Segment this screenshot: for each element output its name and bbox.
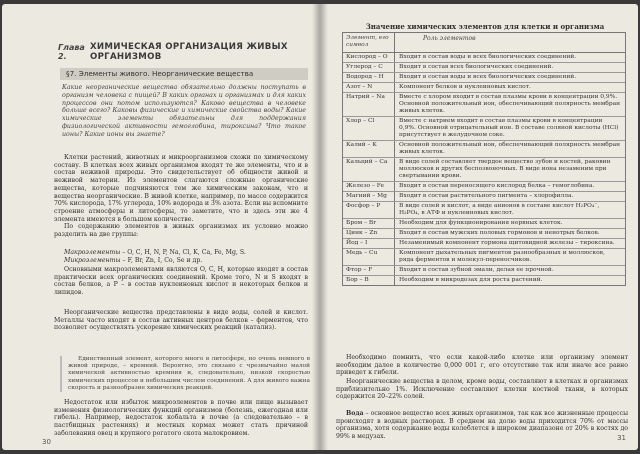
role-cell: Компонент дыхательных пигментов разнообразных и моллюсков, ряда ферментов и молекул-переносчиков. <box>399 250 605 263</box>
element-cell: Водород – H <box>343 73 395 82</box>
table-row <box>343 192 625 202</box>
table-row <box>343 83 625 93</box>
right-body-1 <box>336 354 628 377</box>
role-cell: Незаменимый компонент гормона щитовидной железы – тироксина. <box>399 240 615 246</box>
chapter-title: ХИМИЧЕСКАЯ ОРГАНИЗАЦИЯ ЖИВЫХ ОРГАНИЗМОВ <box>89 42 288 62</box>
paragraph-heading: §7. Элементы живого. Неорганические вещества <box>60 68 308 80</box>
right-body-2 <box>336 378 628 401</box>
micro-label: Микроэлементы <box>64 256 121 264</box>
role-cell: Входит в состав воды и всех биологических соединений. <box>399 54 577 60</box>
table-row <box>343 266 625 276</box>
table-row <box>343 63 625 73</box>
body-text-1 <box>54 154 308 239</box>
column-header-element: Элемент, его символ <box>343 33 395 52</box>
element-cell: Цинк – Zn <box>343 229 395 238</box>
table-title: Значение химических элементов для клетки и организма <box>365 22 605 31</box>
role-cell: Компонент белков и нуклеиновых кислот. <box>399 84 531 90</box>
body-paragraph: По содержанию элементов в живых организмах их условно можно разделить на две группы: <box>54 223 308 239</box>
role-cell: Основной положительный ион, обеспечивающий полярность мембран живых клеток. <box>399 142 621 155</box>
element-cell: Йод – I <box>343 239 395 248</box>
column-header-role: Роль элементов <box>423 35 476 42</box>
element-cell: Магний – Mg <box>343 192 395 201</box>
element-cell: Хлор – Cl <box>343 117 395 140</box>
water-text: – основное вещество всех живых организмов, так как все жизненные процессы происходят в водных растворах. В среднем на долю воды приходится 70% от массы организма, хотя содержание воды колеблется в широком диапазоне от 20% в костях до 99% в медузах. <box>336 410 628 441</box>
table-row <box>343 219 625 229</box>
role-cell: Входит в состав переносящего кислород белка – гемоглобина. <box>399 183 595 189</box>
role-cell: Входит в состав зубной эмали, делая ее прочной. <box>399 267 554 273</box>
element-cell: Железо – Fe <box>343 182 395 191</box>
role-cell: Входит в состав всех биологических соединений. <box>399 64 554 70</box>
table-row <box>343 53 625 63</box>
table-row <box>343 117 625 141</box>
micro-line <box>64 257 304 265</box>
table-body <box>343 53 625 285</box>
table-row <box>343 141 625 158</box>
body-text-4 <box>54 399 308 438</box>
water-term: Вода <box>346 410 364 417</box>
table-row <box>343 73 625 83</box>
page-number-left: 30 <box>42 438 51 446</box>
role-cell: Вместе с натрием входит в состав плазмы крови в концентрации 0,9%. Основной отрицательный ион. В составе соляной кислоты (HCl) присутствует в желудочном соке. <box>399 118 619 138</box>
macro-line <box>64 249 304 257</box>
element-cell: Фтор – F <box>343 266 395 275</box>
table-row <box>343 276 625 285</box>
table-row <box>343 229 625 239</box>
table-row <box>343 158 625 182</box>
element-cell: Бор – B <box>343 276 395 285</box>
role-cell: Входит в состав растительного пигмента – хлорофилла. <box>399 193 574 199</box>
body-paragraph: Клетки растений, животных и микроорганизмов схожи по химическому составу. В клетках всех живых организмов входят те же элементы, что и в состав неживой природы. Это свидетельствует об общности живой и неживой материи. Из элементов слагаются сложные органические вещества, которые подчиняются тем же химическим законам, что и вещества неорганические. В живой клетке, например, по массе содержится 70% кислорода, 17% углерода, 10% водорода и 3% азота. Если вы вспомните строение атмосферы и литосферы, то заметите, что и здесь эти же 4 элемента имеются в большом количестве. <box>54 154 308 223</box>
role-cell: В виде солей составляет твердое вещество зубов и костей, раковин моллюсков и других беспозвоночных. В виде иона незаменим при свертывании крови. <box>399 159 611 179</box>
table-row <box>343 239 625 249</box>
page-number-right: 31 <box>617 434 626 442</box>
book-gutter <box>312 4 328 450</box>
aside-note <box>60 356 310 392</box>
body-paragraph: Основными макроэлементами являются O, C, H, которые входят в состав практически всех органических соединений. Кроме того, N и S входят в состав белков, а P – в состав нуклеиновых кислот и некоторых белков и липидов. <box>54 266 308 297</box>
role-cell: Необходим для функционирования нервных клеток. <box>399 220 563 226</box>
left-page <box>2 4 320 450</box>
element-cell: Бром – Br <box>343 219 395 228</box>
role-cell: В виде солей и кислот, а виде анионов в составе кислот H₂PO₄⁻, H₂PO₄, в АТФ и нуклеиновых кислот. <box>399 203 600 216</box>
element-cell: Кальций – Ca <box>343 158 395 181</box>
element-groups <box>64 249 304 264</box>
element-cell: Калий – K <box>343 141 395 157</box>
intro-questions: Какие неорганические вещества обязательно должны поступать в организм человека с пищей? В каких органах и организмах и для каких процессов они потом используются? Каково вещества в человеке больше всего? Каковы физические и химические свойства воды? Какие химические элементы обязательны для поддержания физиологической активности гемоглобина, тироксина? Что такое ионы? Какие ионы вы знаете? <box>62 84 306 138</box>
micro-list: – F, Br, Zn, I, Co, Se и др. <box>122 256 203 264</box>
element-cell: Углерод – C <box>343 63 395 72</box>
body-text-3 <box>54 309 308 332</box>
element-cell: Кислород – O <box>343 53 395 62</box>
body-paragraph: Неорганические вещества в целом, кроме воды, составляют в клетках и организмах приблизительно 1%. Исключение составляют клетки костной ткани, в которых содержится 20–22% солей. <box>336 378 628 401</box>
table-row <box>343 93 625 117</box>
right-page <box>320 4 638 450</box>
role-cell: Необходим в микродозах для роста растений. <box>399 277 543 283</box>
table-header <box>343 33 625 53</box>
table-row <box>343 202 625 219</box>
element-cell: Фосфор – P <box>343 202 395 218</box>
chapter-heading <box>58 42 308 62</box>
elements-table <box>342 32 626 286</box>
role-cell: Вместе с хлором входит в состав плазмы крови в концентрации 0,9%. Основной положительный ион, обеспечивающий полярность мембран живых клеток. <box>399 94 621 114</box>
element-cell: Медь – Cu <box>343 249 395 265</box>
body-paragraph: Недостаток или избыток микроэлементов в почве или пище вызывает изменения физиологических функций организмов (болезнь, ежегодная или гибель). Например, недостаток кобальта в почве (а следовательно – в пастбищных растениях) и местных кормах может стать причиной заболевания овец и крупного рогатого скота малокровием. <box>54 399 308 437</box>
element-cell: Натрий – Na <box>343 93 395 116</box>
body-paragraph: Неорганические вещества представлены в виде воды, солей и кислот. Металлы часто входят в состав активных центров белков – ферментов, что позволяет осуществлять ускорение химических реакций (катализ). <box>54 309 308 332</box>
body-text-2 <box>54 266 308 297</box>
right-body-3 <box>336 410 628 441</box>
macro-label: Макроэлементы <box>64 249 121 256</box>
table-row <box>343 249 625 266</box>
aside-text: Единственный элемент, которого много в литосфере, но очень немного в живой природе, – кремний. Вероятно, это связано с чрезвычайно малой химической активностью кремния и, следовательно, низкой скоростью химических процессов и небольшим числом соединений. А для живого важна скорость и разнообразие химических реакций. <box>68 356 310 391</box>
element-cell: Азот – N <box>343 83 395 92</box>
body-paragraph <box>336 410 628 441</box>
role-cell: Входит в состав мужских половых гормонов и ненотрых белков. <box>399 230 600 236</box>
macro-list: – O, C, H, N, P, Na, Cl, K, Ca, Fe, Mg, S. <box>122 249 246 256</box>
table-row <box>343 182 625 192</box>
chapter-label: Глава 2. <box>58 43 85 61</box>
role-cell: Входит в состав воды и всех биологических соединений. <box>399 74 577 80</box>
body-paragraph: Необходимо помнить, что если какой-либо клетке или организму элемент необходим далее в количестве 0,000 001 г, его отсутствие так или иначе все равно приведет к гибели. <box>336 354 628 377</box>
